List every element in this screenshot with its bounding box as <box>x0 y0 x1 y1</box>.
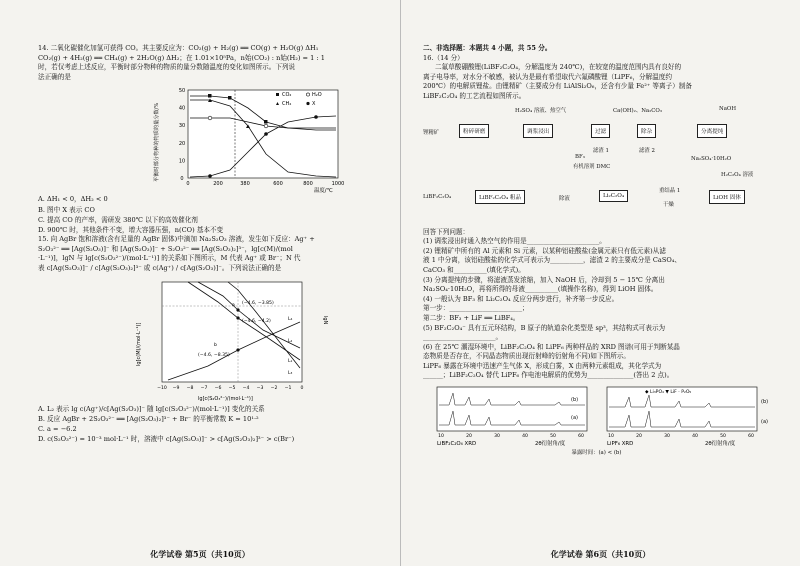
q15-option-b: B. 反应 AgBr + 2S₂O₃²⁻ ══ [Ag(S₂O₃)₂]³⁻ + Br⁻ 的平衡常数 K = 10¹·² <box>38 414 259 423</box>
q16-part-6b: 态物质是否存在，不同晶态物质出现衍射峰的衍射角不同)如下图所示。 <box>423 352 630 361</box>
xrd-lib-chart <box>435 385 595 447</box>
q15-stem-4: 表 c[Ag(S₂O₃)]⁻ / c[Ag(S₂O₃)₂]³⁻ 或 c(Ag⁺) / c[Ag(S₂O₃)]⁻。下列说法正确的是 <box>38 263 282 272</box>
x-tick-label: −4 <box>242 385 250 391</box>
y-tick-label: 20 <box>178 141 186 148</box>
point-2: (−4.6, −4.2) <box>242 318 271 324</box>
xrd-lib-label-a: (a) <box>571 415 578 422</box>
flow-remove: 除液 <box>559 195 570 202</box>
flow-product: LiBF₂C₂O₄ <box>423 193 452 200</box>
chart1-ylabel: 平衡时部分物种的物质的量分数/% <box>154 103 160 183</box>
q16-part-4-step2: 第二步：BF₃ + LiF ══ LiBF₄。 <box>423 313 520 322</box>
flow-li2c2o4: Li₂C₂O₄ <box>599 190 628 202</box>
q15-option-d: D. c(S₂O₃²⁻) = 10⁻³ mol·L⁻¹ 时，溶液中 c[Ag(S₂O₃)]⁻ > c[Ag(S₂O₃)₂]³⁻ > c(Br⁻) <box>38 435 295 444</box>
q14-stem-4: 法正确的是 <box>38 72 71 81</box>
xrd-tick-label: 60 <box>578 434 584 440</box>
xrd-caption: 暴露时间：(a) < (b) <box>571 450 622 457</box>
flow-impurity: 除杂 <box>637 124 656 138</box>
chart2-ylabel-left: lg[c(M)/(mol·L⁻¹)] <box>136 322 142 366</box>
flow-residue-1: 滤渣 1 <box>593 147 609 154</box>
legend-ch4: CH₄ <box>282 101 292 108</box>
q16-part-6d: ______；LiBF₂C₂O₄ 替代 LiPF₆ 作电池电解质的优势为______________(答出 2 点)。 <box>423 371 674 380</box>
y-tick-label: 40 <box>178 105 186 112</box>
q15-stem-2: S₂O₃²⁻ ══ [Ag(S₂O₃)]⁻ 和 [Ag(S₂O₃)]⁻ + S₂O₃²⁻ ══ [Ag(S₂O₃)₂]³⁻，lg[c(M)/(mol <box>38 244 293 253</box>
x-tick-label: 200 <box>213 181 223 188</box>
q14-stem-3: 时，若仅考虑上述反应，平衡时部分物种的物质的量分数随温度的变化如图所示。下列说 <box>38 63 296 72</box>
q16-part-5: (5) BF₂C₂O₄⁻ 具有五元环结构，B 原子的轨道杂化类型是 sp³，其结构式可表示为 <box>423 323 666 332</box>
answer-heading: 回答下列问题： <box>423 227 470 236</box>
flow-lioh: LiOH 固体 <box>709 190 745 204</box>
label-l3: L₃ <box>288 370 293 376</box>
q16-head: 16.（14 分） <box>423 53 464 62</box>
label-l2: L₂ <box>288 338 293 344</box>
xrd-tick-label: 30 <box>664 434 670 440</box>
xrd-tick-label: 60 <box>748 434 754 440</box>
x-tick-label: −2 <box>270 385 278 391</box>
xrd-tick-label: 40 <box>522 434 528 440</box>
q16-part-6: (6) 在 25℃ 潮湿环境中，LiBF₂C₂O₄ 和 LiPF₆ 两种样品的 XRD 图谱(可用于判断某晶 <box>423 342 680 351</box>
q14-option-b: B. 图中 X 表示 CO <box>38 205 95 214</box>
label-l4: L₄ <box>288 316 293 322</box>
xrd-lib-xlabel: 2θ衍射角/度 <box>535 441 566 448</box>
xrd-lipf6-xlabel: 2θ衍射角/度 <box>705 441 736 448</box>
xrd-tick-label: 50 <box>720 434 726 440</box>
q16-part-6c: LiPF₆ 暴露在环境中迅速产生气体 X，形成白雾，X 由两种元素组成，其化学式为 <box>423 361 662 370</box>
q16-part-3: (3) 分离提纯的步骤，将滤液蒸发浓缩，加入 NaOH 后，冷却到 5 − 15℃ 分离出 <box>423 275 665 284</box>
flow-h2c2o4: H₂C₂O₄ 溶液 <box>721 171 754 178</box>
q14-option-c: C. 提高 CO 的产率，需研发 380℃ 以下的高效催化剂 <box>38 215 198 224</box>
chart2-ylabel-right: lgN <box>322 315 328 324</box>
flow-na2so4: Na₂SO₄·10H₂O <box>691 155 732 162</box>
flow-reagent-1: H₂SO₄ 溶液、热空气 <box>515 107 567 114</box>
xrd-tick-label: 10 <box>608 434 614 440</box>
label-b: b <box>214 342 217 348</box>
x-tick-label: −9 <box>172 385 180 391</box>
q16-part-2: (2) 锂精矿中所有的 Al 元素和 Si 元素，以某种铝硅酸盐(金属元素只有低元素)从滤 <box>423 246 666 255</box>
x-tick-label: 380 <box>240 181 250 188</box>
q16-part-2c: CaCO₃ 和__________(填化学式)。 <box>423 265 525 274</box>
y-tick-label: 10 <box>178 158 186 165</box>
q16-part-4: (4) 一般认为 BF₃ 和 Li₂C₂O₄ 反应分两步进行，补齐第一步反应。 <box>423 294 619 303</box>
q16-part-2b: 液 1 中分离，该铝硅酸盐的化学式可表示为__________，滤渣 2 的主要成分是 CaSO₄、 <box>423 256 682 265</box>
flow-ore: 锂精矿 <box>423 129 440 136</box>
x-tick-label: −6 <box>214 385 222 391</box>
xrd-tick-label: 10 <box>438 434 444 440</box>
label-l1: L₁ <box>288 358 293 364</box>
q15-stem-3: ·L⁻¹)]，lgN 与 lg[c(S₂O₃²⁻)/(mol·L⁻¹)] 的关系如下图所示，M 代表 Ag⁺ 或 Br⁻；N 代 <box>38 254 301 263</box>
legend-h2o: H₂O <box>312 92 322 99</box>
x-tick-label: −7 <box>200 385 208 391</box>
q16-part-4-step1: 第一步：______________________； <box>423 304 529 313</box>
q16-part-5b: ______________________。 <box>423 333 503 342</box>
x-tick-label: 800 <box>303 181 313 188</box>
xrd-lipf6-label-b: (b) <box>761 399 769 406</box>
legend-x: X <box>312 101 316 108</box>
xrd-lipf6-label-a: (a) <box>761 419 768 426</box>
point-3: (−4.6, −8.35) <box>198 352 230 358</box>
flow-grind: 粉碎研磨 <box>459 124 489 138</box>
q16-part-1: (1) 调浆浸出时通入热空气的作用是______________________。 <box>423 237 606 246</box>
q16-part-3b: Na₂SO₄·10H₂O，再将所得的母液__________(填操作名称)，得到 LiOH 固体。 <box>423 285 658 294</box>
xrd-tick-label: 20 <box>636 434 642 440</box>
x-tick-label: 0 <box>186 181 190 188</box>
right-page <box>400 0 800 566</box>
flow-separate: 分离提纯 <box>697 124 727 138</box>
flow-solvent: 有机溶剂 DMC <box>573 163 611 170</box>
q14-option-a: A. ΔH₁ < 0，ΔH₂ < 0 <box>38 195 108 204</box>
y-tick-label: 0 <box>180 176 184 183</box>
y-tick-label: 50 <box>178 88 186 95</box>
point-1: (−4.6, −3.85) <box>242 300 274 306</box>
section-heading: 二、非选择题：本题共 4 小题，共 55 分。 <box>423 44 552 52</box>
x-tick-label: 1000 <box>331 181 345 188</box>
xrd-lipf6-title: LiPF₆ XRD <box>607 441 634 448</box>
flow-recryst-1: 重结晶 1 <box>659 187 681 194</box>
chart2-xlabel: lg[c(S₂O₃²⁻)/(mol·L⁻¹)] <box>198 395 253 402</box>
flow-dry: 干燥 <box>663 201 674 208</box>
q14-stem-2: CO₂(g) + 4H₂(g) ══ CH₄(g) + 2H₂O(g) ΔH₂；在 1.01×10⁵Pa，n始(CO₂) : n始(H₂) = 1 : 1 <box>38 53 325 62</box>
q15-stem-1: 15. 向 AgBr 饱和溶液(含有足量的 AgBr 固体)中滴加 Na₂S₂O₃ 溶液，发生如下反应：Ag⁺ + <box>38 235 315 244</box>
y-tick-label: 30 <box>178 123 186 130</box>
flow-crude: LiBF₂C₂O₄ 粗品 <box>475 190 525 204</box>
x-tick-label: 0 <box>300 385 304 391</box>
q16-intro-2: 离子电导率，对水分不敏感，被认为是最有希望取代六氟磷酸锂（LiPF₆，分解温度约 <box>423 72 672 81</box>
x-tick-label: −5 <box>228 385 236 391</box>
xrd-tick-label: 30 <box>494 434 500 440</box>
xrd-tick-label: 40 <box>692 434 698 440</box>
flow-filter: 过滤 <box>591 124 610 138</box>
x-tick-label: 600 <box>273 181 283 188</box>
xrd-lipf6-chart <box>605 385 775 447</box>
process-flowchart <box>423 106 770 224</box>
x-tick-label: −10 <box>157 385 167 391</box>
x-tick-label: −8 <box>186 385 194 391</box>
equilibrium-chart <box>148 84 368 194</box>
flow-reagent-3: NaOH <box>719 105 737 112</box>
q16-intro-1: 二氟草酸硼酸锂(LiBF₂C₂O₄，分解温度为 240℃)，在较宽的温度范围内具有良好的 <box>435 63 682 72</box>
flow-leach: 调浆浸出 <box>523 124 553 138</box>
xrd-peak-legend: ◆ Li₃PO₄ ▼ LiF · P₂O₅ <box>645 390 692 396</box>
left-footer: 化学试卷 第5页（共10页） <box>150 549 250 559</box>
flow-bf3: BF₃ <box>575 153 585 160</box>
q16-intro-4: LiBF₂C₂O₄ 的工艺流程如图所示。 <box>423 91 526 100</box>
q16-intro-3: 200℃）的电解质锂盐。由锂精矿（主要成分有 LiAlSi₂O₆，还含有少量 Fe²⁺ 等离子）制备 <box>423 82 692 91</box>
x-tick-label: −1 <box>284 385 292 391</box>
xrd-lib-title: LiBF₂C₂O₄ XRD <box>437 441 477 448</box>
right-footer: 化学试卷 第6页（共10页） <box>550 549 651 559</box>
q15-option-a: A. L₂ 表示 lg c(Ag⁺)/c[Ag(S₂O₃)]⁻ 随 lg[c(S₂O₃²⁻)/(mol·L⁻¹)] 变化的关系 <box>38 404 265 413</box>
xrd-lib-label-b: (b) <box>571 397 579 404</box>
ag-thiosulfate-chart <box>128 276 328 404</box>
xrd-tick-label: 50 <box>550 434 556 440</box>
x-tick-label: −3 <box>256 385 264 391</box>
q14-option-d: D. 900℃ 时，其他条件不变，增大容器压强，n(CO) 基本不变 <box>38 225 224 234</box>
q15-option-c: C. a = −6.2 <box>38 424 77 433</box>
chart1-xlabel: 温度/℃ <box>314 188 333 195</box>
legend-co2: CO₂ <box>282 92 292 99</box>
flow-residue-2: 滤渣 2 <box>639 147 655 154</box>
label-a: a <box>232 302 235 308</box>
q14-stem-1: 14. 二氧化碳催化加氢可获得 CO。其主要反应为：CO₂(g) + H₂(g) ══ CO(g) + H₂O(g) ΔH₁ <box>38 44 319 52</box>
xrd-tick-label: 20 <box>466 434 472 440</box>
flow-reagent-2: Ca(OH)₂、Na₂CO₃ <box>613 107 663 114</box>
